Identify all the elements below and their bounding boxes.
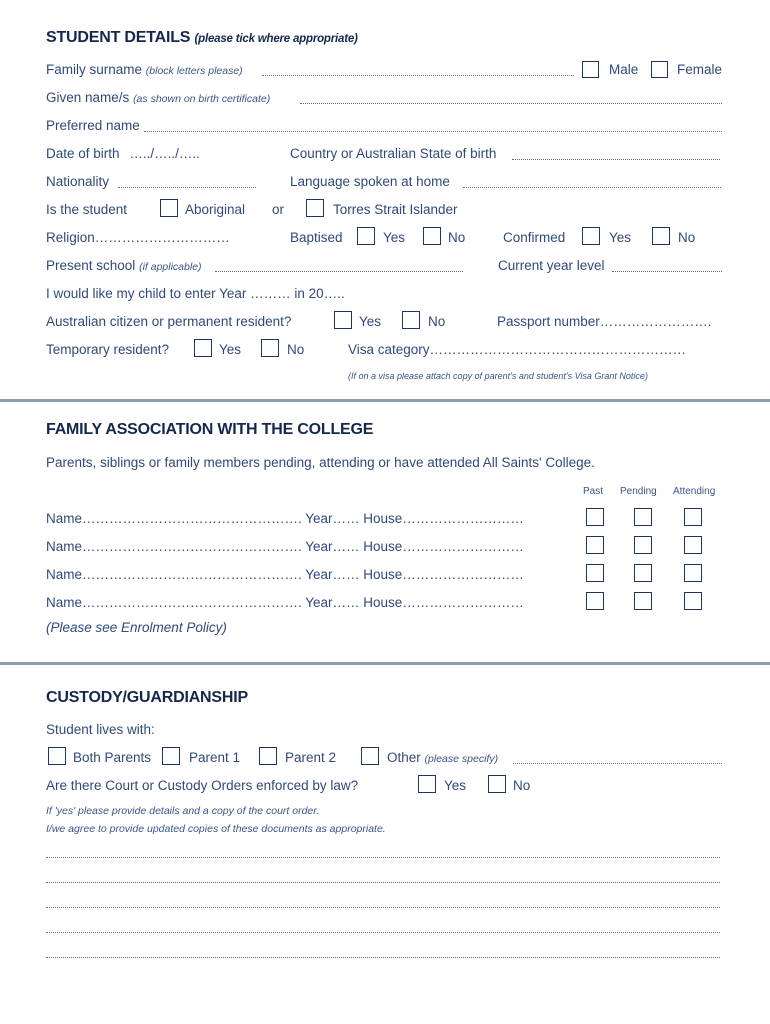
col-past-header: Past	[583, 486, 604, 497]
temp-yes-checkbox[interactable]	[194, 339, 212, 357]
citizen-yes-label: Yes	[359, 314, 382, 329]
details-line[interactable]	[46, 957, 720, 958]
row4-attending-checkbox[interactable]	[684, 592, 702, 610]
parent1-label: Parent 1	[189, 750, 241, 765]
section-title-note: (please tick where appropriate)	[194, 33, 358, 45]
row2-past-checkbox[interactable]	[586, 536, 604, 554]
other-checkbox[interactable]	[361, 747, 379, 765]
confirmed-yes-label: Yes	[609, 230, 632, 245]
field-note: (please specify)	[424, 753, 499, 765]
row1-past-checkbox[interactable]	[586, 508, 604, 526]
current-year-label: Current year level	[498, 258, 605, 273]
details-line[interactable]	[46, 907, 720, 908]
family-row[interactable]: Name…………………………………………. Year…… House………………………	[46, 567, 524, 582]
details-line[interactable]	[46, 932, 720, 933]
parent2-label: Parent 2	[285, 750, 337, 765]
male-checkbox[interactable]	[582, 61, 599, 78]
field-label: Other	[387, 750, 421, 765]
given-names-label	[46, 90, 270, 105]
country-birth-field[interactable]	[512, 159, 720, 160]
family-intro: Parents, siblings or family members pending, attending or have attended All Saints' College.	[46, 455, 595, 470]
visa-category-field[interactable]: Visa category…………………………………………………	[348, 342, 687, 357]
family-row[interactable]: Name…………………………………………. Year…… House………………………	[46, 595, 524, 610]
baptised-label: Baptised	[290, 230, 343, 245]
citizen-no-label: No	[428, 314, 446, 329]
male-label: Male	[609, 62, 639, 77]
aboriginal-label: Aboriginal	[185, 202, 246, 217]
dob-label	[46, 146, 200, 161]
court-no-label: No	[513, 778, 531, 793]
present-school-label	[46, 258, 202, 273]
row4-pending-checkbox[interactable]	[634, 592, 652, 610]
field-label: Given name/s	[46, 90, 130, 105]
row1-attending-checkbox[interactable]	[684, 508, 702, 526]
details-line[interactable]	[46, 882, 720, 883]
custody-heading: CUSTODY/GUARDIANSHIP	[46, 689, 248, 706]
dob-field[interactable]: …../…../…..	[129, 146, 200, 161]
both-parents-checkbox[interactable]	[48, 747, 66, 765]
col-pending-header: Pending	[620, 486, 657, 497]
row3-attending-checkbox[interactable]	[684, 564, 702, 582]
field-label: Date of birth	[46, 146, 120, 161]
field-note: (if applicable)	[139, 261, 202, 273]
or-label: or	[272, 202, 285, 217]
court-yes-checkbox[interactable]	[418, 775, 436, 793]
torres-checkbox[interactable]	[306, 199, 324, 217]
enter-year-line[interactable]: I would like my child to enter Year ……… in 20…..	[46, 286, 345, 301]
confirmed-label: Confirmed	[503, 230, 566, 245]
confirmed-no-checkbox[interactable]	[652, 227, 670, 245]
other-specify-field[interactable]	[513, 763, 722, 764]
confirmed-no-label: No	[678, 230, 696, 245]
baptised-yes-label: Yes	[383, 230, 406, 245]
other-label	[387, 750, 498, 765]
present-school-field[interactable]	[215, 271, 463, 272]
language-label: Language spoken at home	[290, 174, 450, 189]
lives-with-label: Student lives with:	[46, 722, 155, 737]
baptised-no-checkbox[interactable]	[423, 227, 441, 245]
court-no-checkbox[interactable]	[488, 775, 506, 793]
female-label: Female	[677, 62, 723, 77]
field-label: Family surname	[46, 62, 143, 77]
family-row[interactable]: Name…………………………………………. Year…… House………………………	[46, 511, 524, 526]
female-checkbox[interactable]	[651, 61, 668, 78]
court-yes-label: Yes	[444, 778, 467, 793]
nationality-field[interactable]	[118, 187, 256, 188]
section-divider	[0, 662, 770, 665]
parent1-checkbox[interactable]	[162, 747, 180, 765]
family-association-heading: FAMILY ASSOCIATION WITH THE COLLEGE	[46, 421, 374, 438]
temp-no-checkbox[interactable]	[261, 339, 279, 357]
row1-pending-checkbox[interactable]	[634, 508, 652, 526]
row3-past-checkbox[interactable]	[586, 564, 604, 582]
citizen-label: Australian citizen or permanent resident?	[46, 314, 292, 329]
row2-pending-checkbox[interactable]	[634, 536, 652, 554]
religion-label[interactable]: Religion…………………………	[46, 230, 230, 245]
torres-label: Torres Strait Islander	[333, 202, 458, 217]
parent2-checkbox[interactable]	[259, 747, 277, 765]
student-details-heading	[46, 29, 358, 47]
given-names-field[interactable]	[300, 103, 722, 104]
court-details-note: If 'yes' please provide details and a copy of the court order.	[46, 805, 320, 817]
citizen-no-checkbox[interactable]	[402, 311, 420, 329]
aboriginal-checkbox[interactable]	[160, 199, 178, 217]
temp-resident-label: Temporary resident?	[46, 342, 170, 357]
nationality-label: Nationality	[46, 174, 110, 189]
court-orders-label: Are there Court or Custody Orders enforced by law?	[46, 778, 359, 793]
col-attending-header: Attending	[673, 486, 716, 497]
enrolment-policy-note: (Please see Enrolment Policy)	[46, 620, 227, 635]
family-row[interactable]: Name…………………………………………. Year…… House………………………	[46, 539, 524, 554]
details-line[interactable]	[46, 857, 720, 858]
baptised-yes-checkbox[interactable]	[357, 227, 375, 245]
baptised-no-label: No	[448, 230, 466, 245]
field-note: (block letters please)	[145, 65, 243, 77]
passport-field[interactable]: Passport number…………………….	[497, 314, 712, 329]
confirmed-yes-checkbox[interactable]	[582, 227, 600, 245]
row3-pending-checkbox[interactable]	[634, 564, 652, 582]
language-field[interactable]	[463, 187, 721, 188]
field-label: Present school	[46, 258, 136, 273]
both-parents-label: Both Parents	[73, 750, 152, 765]
field-note: (as shown on birth certificate)	[133, 93, 271, 105]
family-surname-label	[46, 62, 243, 77]
preferred-name-field[interactable]	[144, 131, 722, 132]
temp-no-label: No	[287, 342, 305, 357]
section-divider	[0, 399, 770, 402]
current-year-field[interactable]	[612, 271, 722, 272]
row4-past-checkbox[interactable]	[586, 592, 604, 610]
country-birth-label: Country or Australian State of birth	[290, 146, 497, 161]
is-student-label: Is the student	[46, 202, 128, 217]
temp-yes-label: Yes	[219, 342, 242, 357]
family-surname-field[interactable]	[262, 75, 574, 76]
visa-note: (If on a visa please attach copy of parent's and student's Visa Grant Notice)	[348, 371, 648, 381]
row2-attending-checkbox[interactable]	[684, 536, 702, 554]
preferred-name-label: Preferred name	[46, 118, 140, 133]
section-title: STUDENT DETAILS	[46, 29, 191, 46]
updated-copies-note: I/we agree to provide updated copies of these documents as appropriate.	[46, 823, 386, 835]
citizen-yes-checkbox[interactable]	[334, 311, 352, 329]
